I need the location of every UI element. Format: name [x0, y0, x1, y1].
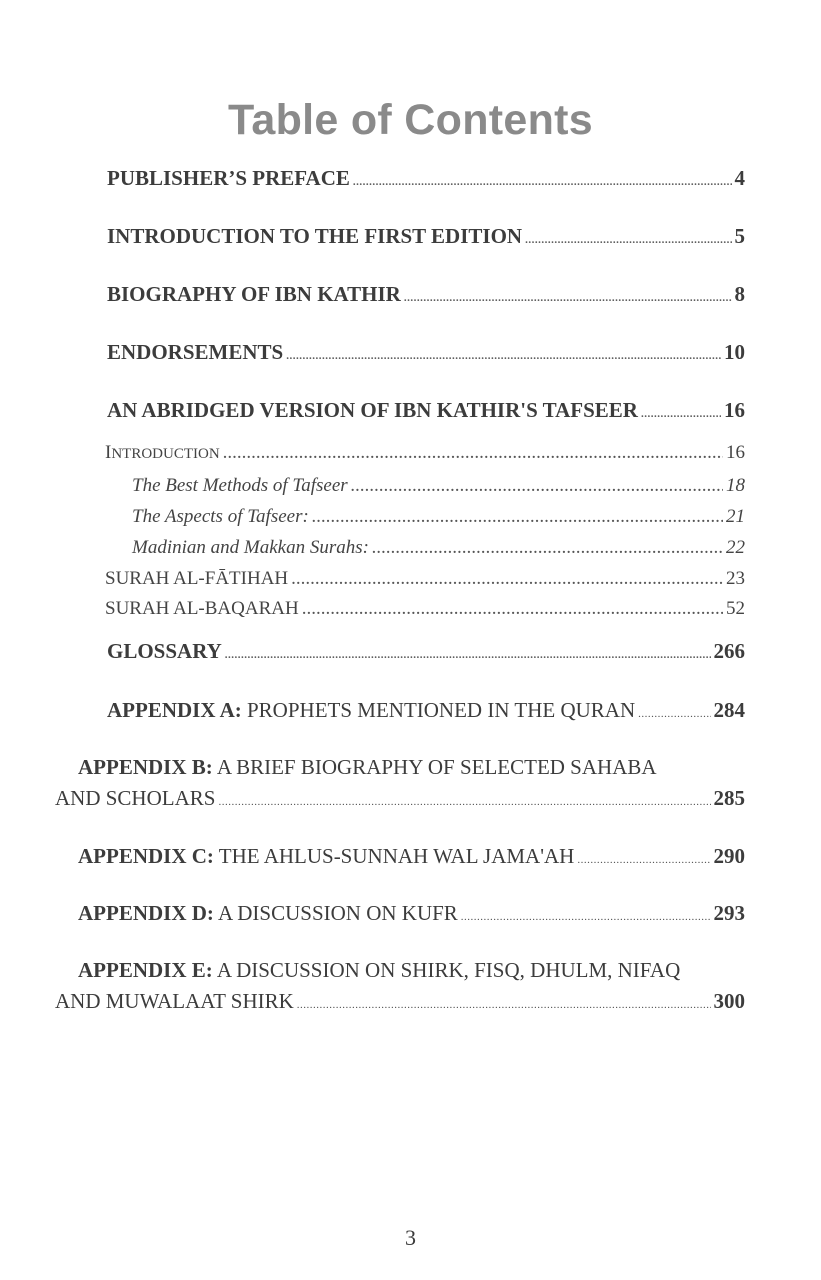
toc-entry-glossary[interactable]: [107, 639, 745, 664]
toc-entry-publishers-preface[interactable]: [107, 166, 745, 191]
page-title: Table of Contents: [227, 96, 593, 144]
entry-page: 293: [713, 901, 745, 925]
entry-label: GLOSSARY: [107, 639, 222, 663]
toc-entry-abridged-version[interactable]: [107, 398, 745, 423]
dot-leader: [286, 350, 721, 362]
entry-label: SURAH AL-FĀTIHAH: [105, 568, 289, 589]
entry-page: 290: [713, 844, 745, 868]
entry-label: [78, 901, 458, 926]
entry-label: Madinian and Makkan Surahs:: [132, 537, 369, 558]
label-rest: NTRODUCTION: [111, 446, 220, 462]
appendix-title: A BRIEF BIOGRAPHY OF SELECTED SAHABA: [212, 755, 657, 779]
toc-entry-endorsements[interactable]: [107, 340, 745, 365]
dot-leader: [291, 568, 723, 590]
toc-entry-introduction[interactable]: [105, 442, 745, 464]
appendix-title: PROPHETS MENTIONED IN THE QURAN: [241, 698, 636, 722]
entry-page: 23: [726, 568, 745, 589]
entry-label: PUBLISHER’S PREFACE: [107, 166, 350, 190]
entry-page: 284: [713, 698, 745, 722]
appendix-prefix: APPENDIX C:: [78, 844, 214, 868]
dot-leader: [312, 506, 723, 528]
dot-leader: [525, 234, 731, 246]
entry-label: AN ABRIDGED VERSION OF IBN KATHIR'S TAFSEER: [107, 398, 638, 422]
appendix-title: A DISCUSSION ON KUFR: [213, 901, 458, 925]
entry-label: SURAH AL-BAQARAH: [105, 598, 299, 619]
entry-page: 52: [726, 598, 745, 619]
entry-page: 8: [734, 282, 745, 306]
entry-page: 4: [734, 166, 745, 190]
dot-leader: [638, 708, 710, 720]
dot-leader: [297, 999, 711, 1011]
toc-entry-surah-baqarah[interactable]: [105, 598, 745, 620]
toc-entry-appendix-c[interactable]: [78, 844, 745, 869]
entry-page: 16: [724, 398, 745, 422]
entry-page: 5: [734, 224, 745, 248]
dot-leader: [404, 292, 732, 304]
toc-entry-appendix-e-line1[interactable]: [78, 958, 680, 983]
dot-leader: [302, 598, 723, 620]
entry-label-continued: AND SCHOLARS: [55, 786, 216, 810]
toc-entry-appendix-a[interactable]: [107, 698, 745, 723]
entry-label: [78, 844, 574, 869]
dot-leader: [641, 408, 721, 420]
dot-leader: [372, 537, 723, 559]
entry-page: 18: [726, 475, 745, 496]
appendix-prefix: APPENDIX E:: [78, 958, 213, 982]
entry-label: [105, 442, 220, 464]
appendix-prefix: APPENDIX B:: [78, 755, 213, 779]
dot-leader: [218, 796, 710, 808]
toc-entry-surah-fatihah[interactable]: [105, 568, 745, 590]
toc-entry-best-methods[interactable]: [132, 475, 745, 497]
dot-leader: [223, 442, 723, 464]
entry-page: 10: [724, 340, 745, 364]
toc-entry-appendix-b-line1[interactable]: [78, 755, 657, 780]
entry-page: 16: [726, 442, 745, 463]
entry-label: The Best Methods of Tafseer: [132, 475, 348, 496]
entry-page: 21: [726, 506, 745, 527]
dot-leader: [225, 649, 711, 661]
entry-label: INTRODUCTION TO THE FIRST EDITION: [107, 224, 523, 248]
dot-leader: [577, 854, 710, 866]
dot-leader: [351, 475, 723, 497]
appendix-prefix: APPENDIX A:: [107, 698, 242, 722]
toc-entry-appendix-d[interactable]: [78, 901, 745, 926]
toc-entry-appendix-e-line2[interactable]: [55, 989, 745, 1014]
toc-entry-appendix-b-line2[interactable]: [55, 786, 745, 811]
entry-page: 300: [713, 989, 745, 1013]
entry-label: BIOGRAPHY OF IBN KATHIR: [107, 282, 401, 306]
appendix-title: THE AHLUS-SUNNAH WAL JAMA'AH: [213, 844, 575, 868]
dot-leader: [353, 176, 732, 188]
entry-label-continued: AND MUWALAAT SHIRK: [55, 989, 294, 1013]
appendix-prefix: APPENDIX D:: [78, 901, 214, 925]
dot-leader: [461, 911, 711, 923]
toc-entry-aspects[interactable]: [132, 506, 745, 528]
page-number: 3: [405, 1225, 416, 1250]
label-initial: I: [105, 442, 112, 463]
entry-label: The Aspects of Tafseer:: [132, 506, 309, 527]
entry-label: ENDORSEMENTS: [107, 340, 284, 364]
entry-page: 22: [726, 537, 745, 558]
entry-page: 285: [713, 786, 745, 810]
toc-entry-madinian-makkan[interactable]: [132, 537, 745, 559]
entry-label: [107, 698, 635, 723]
entry-page: 266: [713, 639, 745, 663]
toc-entry-biography[interactable]: [107, 282, 745, 307]
toc-entry-introduction-first-edition[interactable]: [107, 224, 745, 249]
appendix-title: A DISCUSSION ON SHIRK, FISQ, DHULM, NIFAQ: [212, 958, 681, 982]
